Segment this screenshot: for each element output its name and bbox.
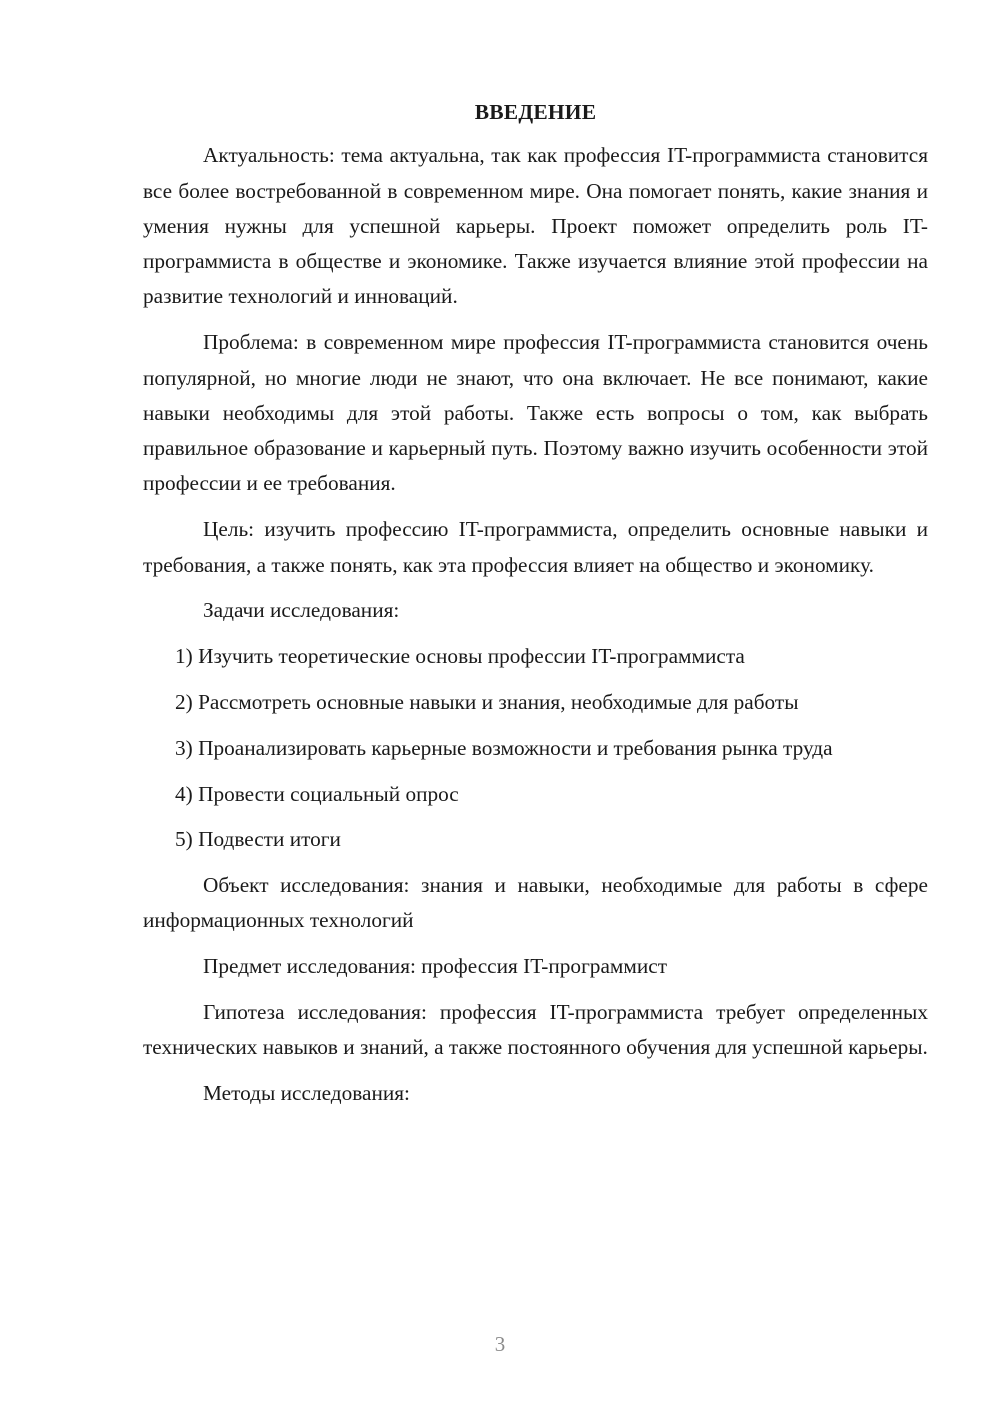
paragraph-methods-heading: Методы исследования:	[203, 1081, 410, 1106]
section-title: ВВЕДЕНИЕ	[474, 100, 597, 124]
task-item-1: 1) Изучить теоретические основы профессии IT-программиста	[175, 644, 745, 669]
paragraph-goal: Цель: изучить профессию IT-программиста, определить основные навыки и требования, а также понять, как эта профессия влияет на общество и экономику.	[143, 517, 928, 577]
document-body	[143, 95, 928, 1111]
paragraph-tasks-heading: Задачи исследования:	[203, 598, 400, 623]
paragraph-problem: Проблема: в современном мире профессия IT-программиста становится очень популярной, но многие люди не знают, что она включает. Не все понимают, какие навыки необходимы для этой работы. Также есть вопросы о том, как выбрать правильное образование и карьерный путь. Поэтому важно изучить особенности этой профессии и ее требования.	[143, 330, 928, 496]
paragraph-subject: Предмет исследования: профессия IT-программист	[203, 954, 668, 979]
paragraph-hypothesis: Гипотеза исследования: профессия IT-программиста требует определенных технических навыков и знаний, а также постоянного обучения для успешной карьеры.	[143, 1000, 928, 1060]
task-item-5: 5) Подвести итоги	[175, 827, 341, 852]
page-number: 3	[494, 1332, 506, 1356]
task-item-3: 3) Проанализировать карьерные возможности и требования рынка труда	[175, 735, 833, 760]
paragraph-relevance: Актуальность: тема актуальна, так как профессия IT-программиста становится все более востребованной в современном мире. Она помогает понять, какие знания и умения нужны для успешной карьеры. Проект поможет определить роль IT-программиста в обществе и экономике. Также изучается влияние этой профессии на развитие технологий и инноваций.	[143, 143, 928, 309]
task-item-2: 2) Рассмотреть основные навыки и знания, необходимые для работы	[175, 689, 799, 714]
task-item-4: 4) Провести социальный опрос	[175, 781, 459, 806]
paragraph-object: Объект исследования: знания и навыки, необходимые для работы в сфере информационных технологий	[143, 873, 928, 933]
